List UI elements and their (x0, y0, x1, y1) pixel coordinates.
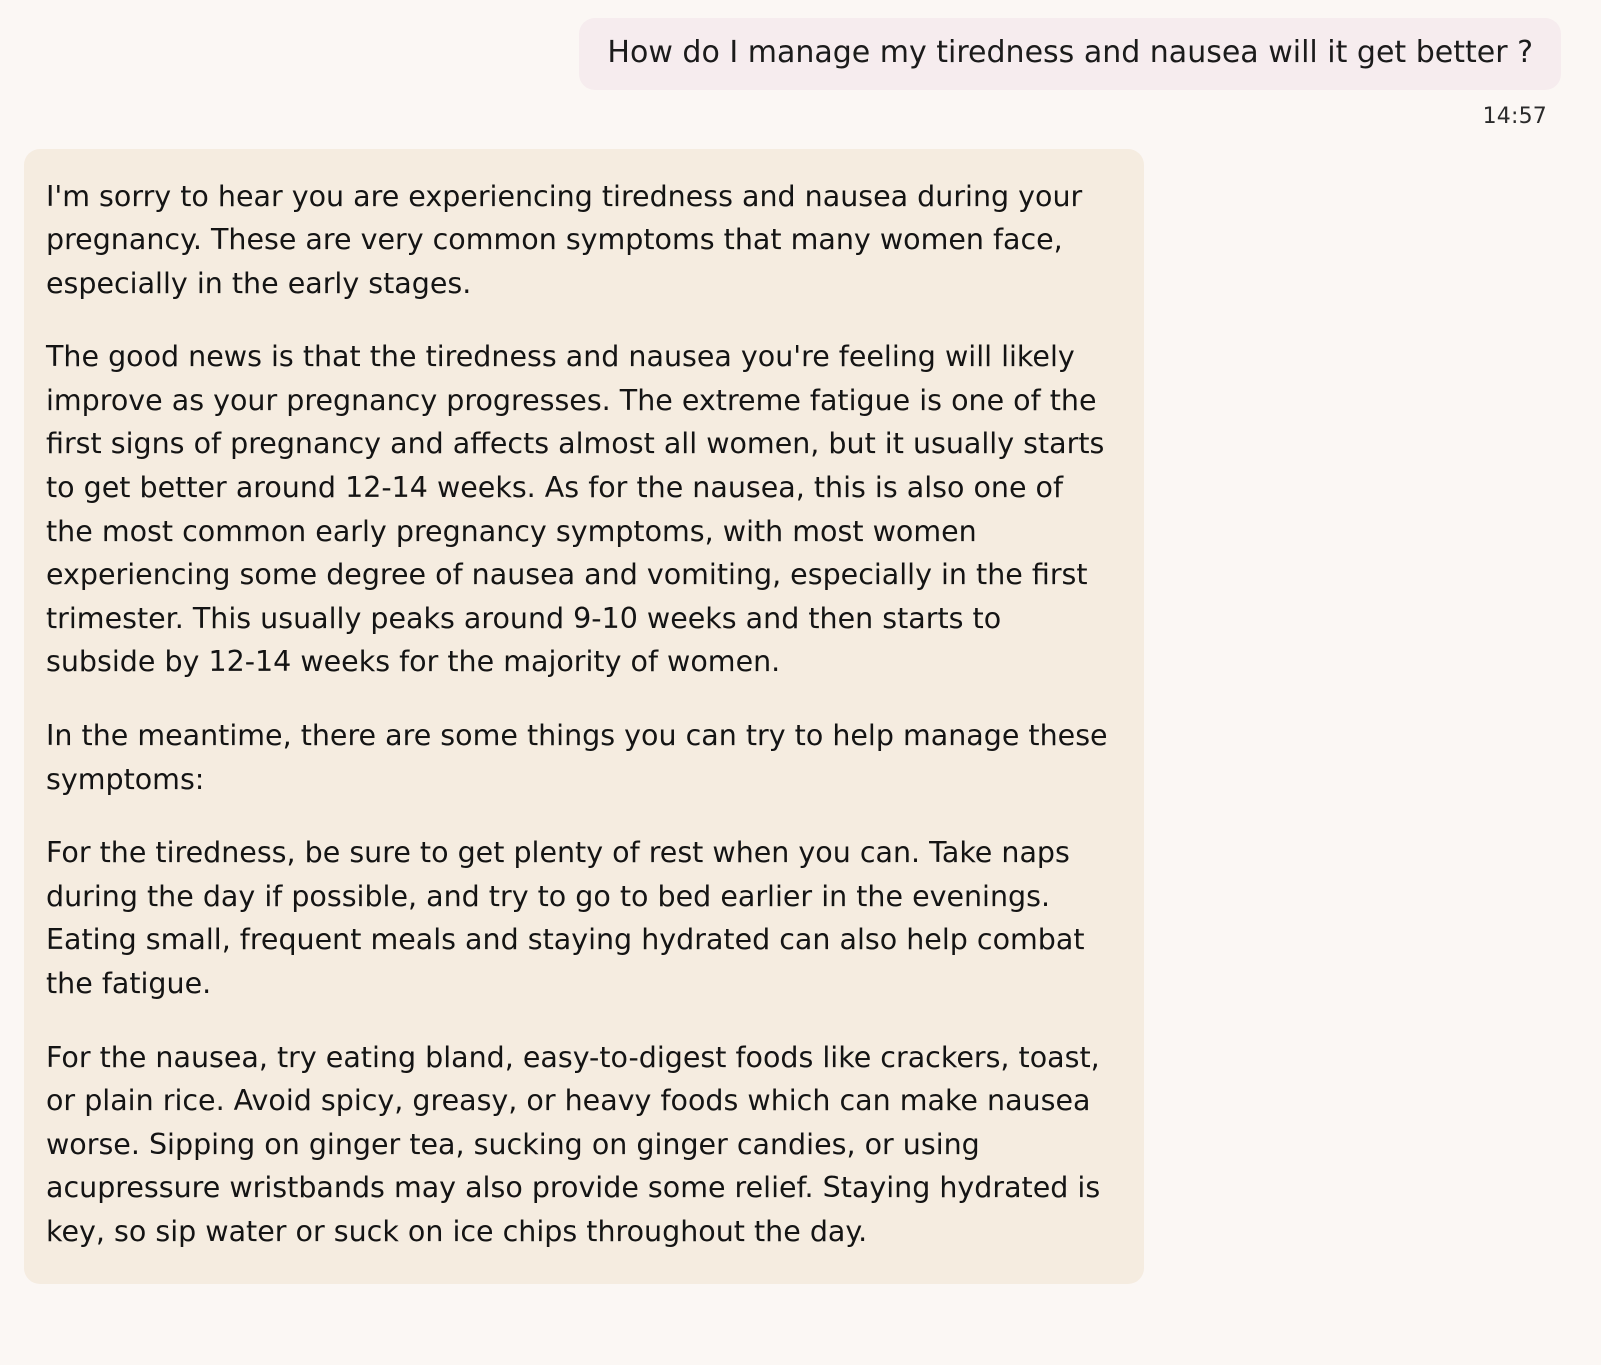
user-message-bubble: How do I manage my tiredness and nausea will it get better ? (579, 18, 1561, 90)
assistant-paragraph: For the nausea, try eating bland, easy-to-digest foods like crackers, toast, or plain rice. Avoid spicy, greasy, or heavy foods which can make nausea worse. Sipping on ginger tea, sucking on ginger candies, or using acupressure wristbands may also provide some relief. Staying hydrated is key, so sip water or suck on ice chips throughout the day. (46, 1040, 1101, 1248)
message-timestamp: 14:57 (1482, 103, 1547, 129)
assistant-message-bubble (24, 149, 1144, 1284)
assistant-message-row (24, 149, 1577, 1284)
assistant-paragraph: I'm sorry to hear you are experiencing tiredness and nausea during your pregnancy. These are very common symptoms that many women face, especially in the early stages. (46, 179, 1083, 300)
user-message-row (24, 18, 1577, 90)
assistant-paragraph: In the meantime, there are some things you can try to help manage these symptoms: (46, 719, 1108, 796)
assistant-paragraph: For the tiredness, be sure to get plenty of rest when you can. Take naps during the day if possible, and try to go to bed earlier in the evenings. Eating small, frequent meals and staying hydrated can also help combat the fatigue. (46, 836, 1085, 1000)
assistant-paragraph: The good news is that the tiredness and nausea you're feeling will likely improve as your pregnancy progresses. The extreme fatigue is one of the first signs of pregnancy and affects almost all women, but it usually starts to get better around 12-14 weeks. As for the nausea, this is also one of the most common early pregnancy symptoms, with most women experiencing some degree of nausea and vomiting, especially in the first trimester. This usually peaks around 9-10 weeks and then starts to subside by 12-14 weeks for the majority of women. (46, 340, 1105, 679)
